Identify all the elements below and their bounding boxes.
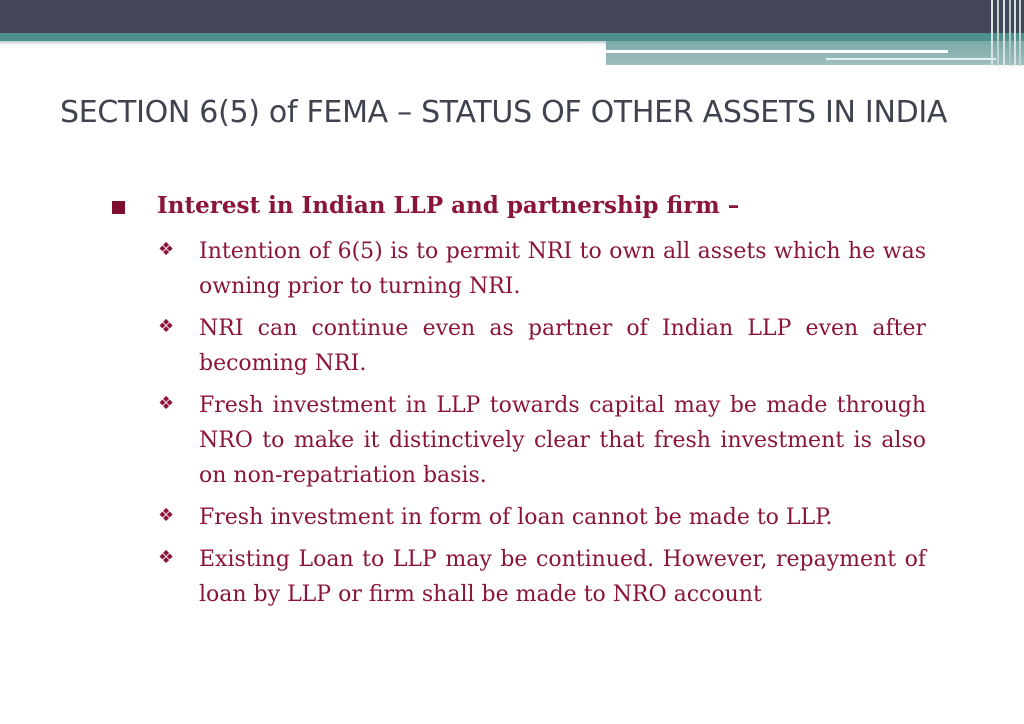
slide-title: SECTION 6(5) of FEMA – STATUS OF OTHER ASSETS IN INDIA xyxy=(60,95,948,130)
list-item xyxy=(158,500,926,535)
list-item xyxy=(158,542,926,612)
decorative-stripe xyxy=(997,0,999,66)
decorative-stripe xyxy=(1003,0,1005,66)
header-accent-line-secondary xyxy=(826,58,996,60)
list-item-text: Existing Loan to LLP may be continued. However, repayment of loan by LLP or firm shall be made to NRO account xyxy=(199,547,926,607)
diamond-bullet-icon: ❖ xyxy=(158,505,175,526)
diamond-bullet-icon: ❖ xyxy=(158,547,175,568)
list-item-text: Fresh investment in form of loan cannot be made to LLP. xyxy=(199,505,833,530)
decorative-stripe xyxy=(1019,0,1021,66)
list-item xyxy=(158,311,926,381)
heading-text: Interest in Indian LLP and partnership firm – xyxy=(157,192,740,219)
sub-bullet-list xyxy=(158,234,932,612)
heading-bullet xyxy=(112,190,932,222)
header-teal-band xyxy=(0,33,1024,41)
header-band xyxy=(0,0,1024,36)
list-item xyxy=(158,388,926,493)
diamond-bullet-icon: ❖ xyxy=(158,393,175,414)
square-bullet-icon xyxy=(112,201,125,214)
decorative-stripe xyxy=(1009,0,1011,66)
list-item xyxy=(158,234,926,304)
diamond-bullet-icon: ❖ xyxy=(158,239,175,260)
decorative-stripe xyxy=(991,0,993,66)
list-item-text: Fresh investment in LLP towards capital may be made through NRO to make it distinctively clear that fresh investment is also on non-repatriation basis. xyxy=(199,393,926,488)
diamond-bullet-icon: ❖ xyxy=(158,316,175,337)
decorative-stripe xyxy=(1014,0,1016,66)
list-item-text: NRI can continue even as partner of Indian LLP even after becoming NRI. xyxy=(199,316,926,376)
header-accent-line xyxy=(606,50,948,53)
header-accent-block xyxy=(606,41,1024,65)
list-item-text: Intention of 6(5) is to permit NRI to own all assets which he was owning prior to turning NRI. xyxy=(199,239,926,299)
slide-content xyxy=(112,190,932,619)
